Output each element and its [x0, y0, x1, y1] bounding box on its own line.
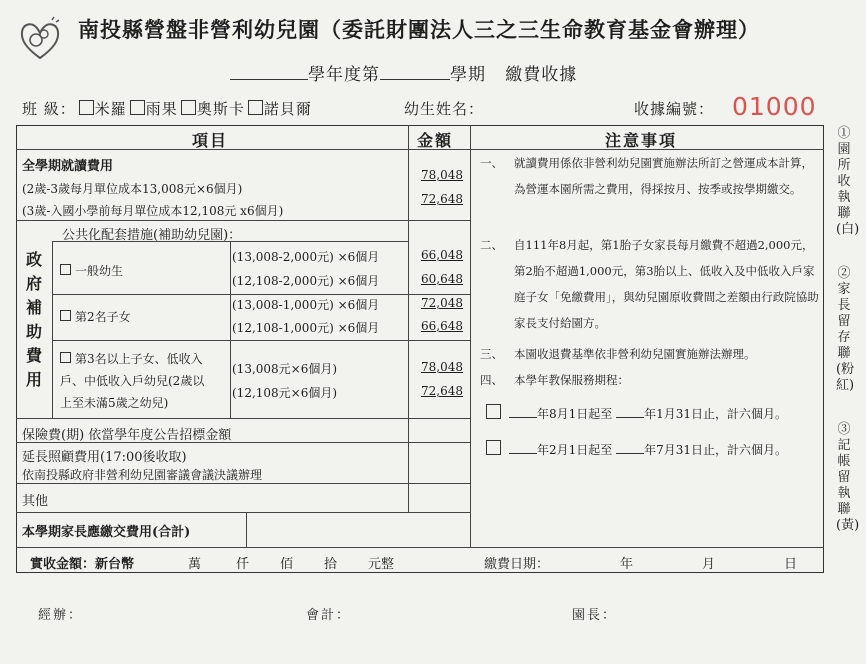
column-header-item: 項目 [192, 131, 229, 150]
tuition-title: 全學期就讀費用 [22, 159, 114, 174]
child-name-label: 幼生姓名： [404, 100, 485, 118]
divider [230, 241, 231, 418]
note-number: 四、 [480, 373, 503, 387]
note-item [480, 232, 819, 336]
tuition-line: (2歲-3歲每月單位成本13,008元×6個月) [22, 182, 243, 196]
tuition-amount: 72,648 [421, 192, 463, 206]
column-header-amount: 金額 [417, 131, 454, 150]
divider [52, 294, 470, 295]
receipt-number-label: 收據編號： [634, 100, 715, 118]
amount-unit: 拾 [324, 557, 338, 572]
term-blank[interactable] [380, 63, 450, 80]
period-option [486, 440, 787, 458]
note-number: 一、 [480, 156, 503, 170]
pay-date-label: 繳費日期： [484, 557, 550, 572]
divider [16, 483, 470, 484]
class-checkbox[interactable] [79, 100, 94, 115]
tuition-amount: 78,048 [421, 168, 463, 182]
year-blank[interactable] [230, 63, 308, 80]
subsidy-row-label-cont: 戶、中低收入戶幼兒(2歲以 [60, 374, 205, 388]
amount-unit: 仟 [236, 557, 250, 572]
subsidy-amount: 72,648 [421, 384, 463, 398]
subsidy-row-label [60, 262, 123, 279]
divider [52, 340, 470, 341]
period-option [486, 404, 787, 422]
total-row: 本學期家長應繳交費用(合計) [22, 525, 191, 540]
option-checkbox[interactable] [60, 264, 71, 275]
period-end: 年7月31日止，計六個月。 [644, 443, 788, 457]
date-unit: 月 [702, 557, 716, 572]
period-checkbox[interactable] [486, 404, 501, 419]
extended-care-row: 延長照顧費用(17:00後收取) [22, 450, 187, 465]
subsidy-calc: (13,008元×6個月) [232, 362, 338, 376]
class-checkbox[interactable] [248, 100, 263, 115]
subsidy-calc: (12,108-1,000元) ×6個月 [232, 321, 380, 335]
class-checkbox[interactable] [181, 100, 196, 115]
divider [16, 547, 824, 548]
subtitle-receipt-label: 繳費收據 [505, 65, 578, 85]
class-option-label: 諾貝爾 [263, 100, 312, 118]
note-item [480, 150, 813, 202]
divider [246, 512, 247, 547]
subtitle-year-label: 學年度第 [308, 65, 380, 85]
subsidy-amount: 72,048 [421, 296, 463, 310]
amount-unit: 元整 [368, 557, 395, 572]
row-label: 第3名以上子女、低收入 [75, 352, 203, 366]
copy-note-white: ①園所收執聯(白) [836, 126, 860, 237]
period-checkbox[interactable] [486, 440, 501, 455]
period-start: 年8月1日起至 [537, 407, 613, 421]
copy-note-yellow: ③記帳留執聯(黃) [836, 422, 860, 533]
subsidy-row-label [60, 308, 131, 325]
amount-unit: 佰 [280, 557, 294, 572]
note-number: 三、 [480, 347, 503, 361]
insurance-row: 保險費(期) 依當學年度公告招標金額 [22, 428, 232, 443]
option-checkbox[interactable] [60, 310, 71, 321]
note-text: 本學年教保服務期程： [514, 373, 629, 387]
other-row: 其他 [22, 494, 49, 509]
divider [16, 512, 470, 513]
class-option-label: 米羅 [94, 100, 127, 118]
subsidy-calc: (12,108-2,000元) ×6個月 [232, 274, 380, 288]
subsidy-calc: (13,008-2,000元) ×6個月 [232, 250, 380, 264]
divider [16, 220, 470, 221]
subsidy-row-label [60, 350, 203, 367]
tuition-line: (3歲-入國小學前每月單位成本12,108元 x6個月) [22, 204, 284, 218]
subsidy-amount: 66,048 [421, 248, 463, 262]
date-unit: 日 [784, 557, 798, 572]
note-number: 二、 [480, 238, 503, 252]
divider [408, 125, 409, 512]
receipt-number: 01000 [732, 92, 817, 121]
signature-handler: 經辦： [38, 608, 84, 623]
class-option-label: 奧斯卡 [196, 100, 245, 118]
subsidy-amount: 66,648 [421, 319, 463, 333]
actual-amount-label: 實收金額：新台幣 [30, 557, 135, 572]
option-checkbox[interactable] [60, 352, 71, 363]
year-blank[interactable] [509, 441, 537, 454]
period-end: 年1月31日止，計六個月。 [644, 407, 788, 421]
subsidy-calc: (12,108元×6個月) [232, 386, 338, 400]
divider [16, 418, 470, 419]
copy-note-pink: ②家長留存聯(粉紅) [836, 266, 855, 393]
extended-care-note: 依南投縣政府非營利幼兒園審議會議決議辦理 [22, 468, 263, 482]
signature-director: 園長： [572, 608, 618, 623]
row-label: 第2名子女 [75, 310, 131, 324]
subsidy-side-label: 政府補助費用 [25, 250, 42, 389]
period-start: 年2月1日起至 [537, 443, 613, 457]
row-label: 一般幼生 [75, 264, 124, 278]
class-checkbox[interactable] [130, 100, 145, 115]
logo-icon [18, 14, 62, 62]
amount-unit: 萬 [188, 557, 202, 572]
note-text: 自111年8月起，第1胎子女家長每月繳費不超過2,000元，第2胎不超過1,000元，第3胎以上、低收入及中低收入戶家庭子女「免繳費用」，與幼兒園原收費間之差額由行政院協助家長支付給園方。 [514, 238, 819, 330]
class-label: 班 級： [22, 100, 76, 118]
subsidy-amount: 60,648 [421, 272, 463, 286]
class-option-label: 雨果 [145, 100, 178, 118]
subsidy-calc: (13,008-1,000元) ×6個月 [232, 298, 380, 312]
subsidy-row-label-cont: 上至未滿5歲之幼兒) [60, 396, 169, 410]
subtitle-term-label: 學期 [450, 65, 486, 85]
subsidy-header: 公共化配套措施(補助幼兒園)： [62, 228, 242, 243]
year-blank[interactable] [616, 441, 644, 454]
divider [52, 241, 53, 418]
subsidy-amount: 78,048 [421, 360, 463, 374]
divider [470, 125, 471, 547]
receipt-subtitle [230, 60, 577, 85]
year-blank[interactable] [509, 405, 537, 418]
page-title: 南投縣營盤非營利幼兒園（委託財團法人三之三生命教育基金會辦理） [78, 17, 760, 42]
signature-accounting: 會計： [306, 608, 352, 623]
note-item [480, 367, 786, 393]
note-item [480, 341, 786, 367]
class-selector [22, 98, 312, 119]
column-header-notes: 注意事項 [605, 131, 678, 150]
note-text: 本園收退費基準依非營利幼兒園實施辦法辦理。 [514, 347, 756, 361]
year-blank[interactable] [616, 405, 644, 418]
date-unit: 年 [620, 557, 634, 572]
note-text: 就讀費用係依非營利幼兒園實施辦法所訂之營運成本計算，為營運本園所需之費用，得採按月、按季或按學期繳交。 [514, 156, 813, 196]
